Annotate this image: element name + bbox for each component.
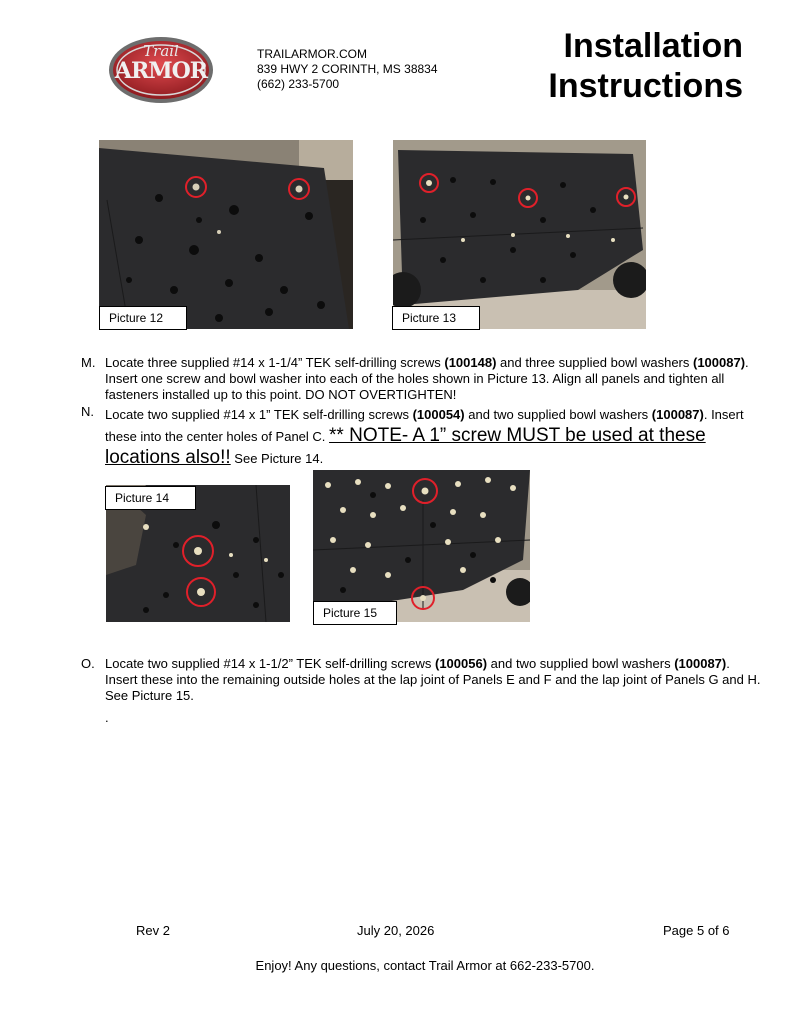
caption-picture-13: Picture 13 [392,306,480,330]
footer-page-number: Page 5 of 6 [663,923,730,938]
step-letter: O. [81,656,95,671]
logo-text-armor: ARMOR [114,58,208,84]
footer-revision: Rev 2 [136,923,170,938]
company-phone: (662) 233-5700 [257,77,340,91]
step-n [81,404,761,469]
warning-note: ** NOTE- A 1” screw MUST be used at these locations also!! [105,425,706,468]
trail-armor-logo [108,36,214,104]
trailing-period: . [105,710,109,725]
step-m [81,355,761,403]
page-title [548,26,743,106]
company-info [257,47,438,92]
caption-picture-15: Picture 15 [313,601,397,625]
caption-picture-12: Picture 12 [99,306,187,330]
step-m-text: Locate three supplied #14 x 1-1/4” TEK self-drilling screws (100148) and three supplied bowl washers (100087). Insert one screw and bowl washer into each of the holes shown in Picture 13. Align all panels and tighten all fasteners installed up to this point. DO NOT OVERTIGHTEN! [105,355,749,402]
title-line-1: Installation [563,27,743,65]
step-letter: N. [81,404,94,419]
picture-15-photo [313,470,530,622]
footer-date: July 20, 2026 [357,923,435,938]
picture-13-photo [393,140,646,329]
title-line-2: Instructions [548,67,743,105]
step-o [81,656,761,704]
picture-12-photo [99,140,353,329]
caption-picture-14: Picture 14 [105,486,196,510]
company-address: 839 HWY 2 CORINTH, MS 38834 [257,62,438,76]
step-n-text: Locate two supplied #14 x 1” TEK self-drilling screws (100054) and two supplied bowl washers (100087). Insert these into the center holes of Panel C. ** NOTE- A 1” screw MUST be used at these locations also!! See Picture 14. [105,407,744,468]
step-o-text: Locate two supplied #14 x 1-1/2” TEK self-drilling screws (100056) and two supplied bowl washers (100087). Insert these into the remaining outside holes at the lap joint of Panels E and F and the lap joint of Panels G and H. See Picture 15. [105,656,761,703]
company-website: TRAILARMOR.COM [257,47,368,61]
step-letter: M. [81,355,96,370]
logo-text-trail: Trail [143,42,179,60]
footer-contact: Enjoy! Any questions, contact Trail Armor at 662-233-5700. [255,958,595,973]
